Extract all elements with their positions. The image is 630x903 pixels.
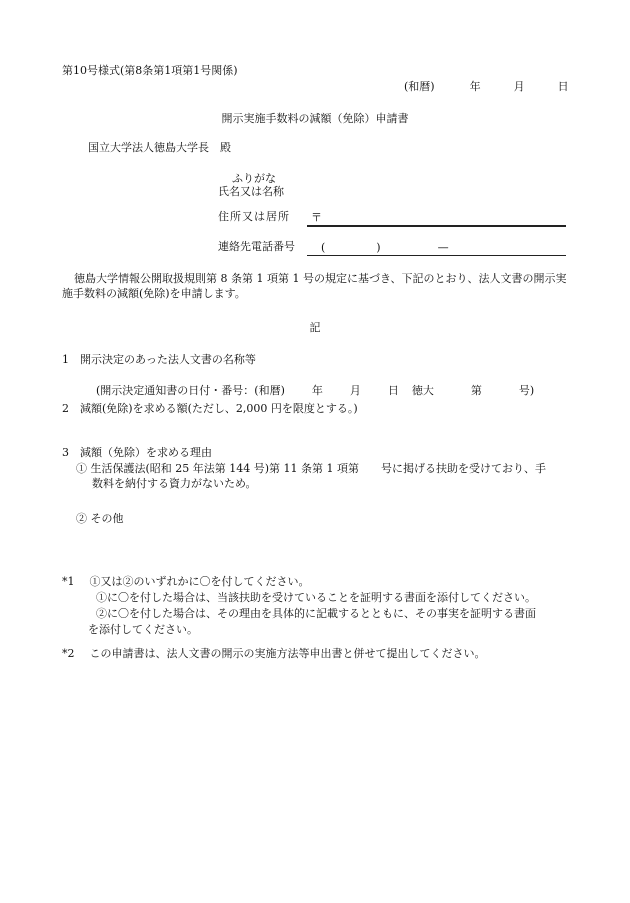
notice-month-label: 月 <box>349 384 361 397</box>
postal-mark: 〒 <box>311 211 322 224</box>
reason-1-line1: ① 生活保護法(昭和 25 年法第 144 号)第 11 条第 1 項第 号に掲げる扶助を受けており、手 <box>76 462 547 475</box>
note-1-b: ②に〇を付した場合は、その理由を具体的に記載するとともに、その事実を証明する書面 <box>96 607 536 620</box>
date-year-label: 年 <box>469 80 481 93</box>
phone-open-paren: ( <box>321 241 326 254</box>
reason-1 <box>76 462 570 492</box>
name-label: 氏名又は名称 <box>218 185 284 198</box>
item-2-heading: 2 減額(免除)を求める額(ただし、2,000 円を限度とする。) <box>62 402 358 415</box>
item-1-heading: 1 開示決定のあった法人文書の名称等 <box>62 353 256 366</box>
phone-label: 連絡先電話番号 <box>218 240 295 253</box>
address-field-line2[interactable] <box>307 226 566 227</box>
note-1-a: ①に〇を付した場合は、当該扶助を受けていることを証明する書面を添付してください。 <box>96 591 536 604</box>
document-title: 開示実施手数料の減額（免除）申請書 <box>221 112 409 125</box>
request-paragraph: 徳島大学情報公開取扱規則第 8 条第 1 項第 1 号の規定に基づき、下記のとおり、法人文書の開示実施手数料の減額(免除)を申請します。 <box>62 272 567 300</box>
item-1-notice-info <box>96 384 534 399</box>
addressee: 国立大学法人徳島大学長 殿 <box>88 141 231 154</box>
note-2-mark: *2 <box>62 647 75 660</box>
note-2 <box>62 647 486 662</box>
notice-year-label: 年 <box>311 384 323 397</box>
phone-close-paren: ) <box>376 241 381 254</box>
address-label: 住所又は居所 <box>218 210 290 223</box>
item-3-heading: 3 減額（免除）を求める理由 <box>62 446 212 459</box>
notice-day-label: 日 <box>387 384 399 397</box>
phone-field[interactable] <box>307 241 566 256</box>
date-day-label: 日 <box>557 80 569 93</box>
reason-1-line2: 数料を納付する資力がないため。 <box>92 476 257 490</box>
notice-tokudai: 徳大 <box>411 384 434 397</box>
notice-dai: 第 <box>470 384 482 397</box>
furigana-label: ふりがな <box>232 172 276 185</box>
note-1-c: を添付してください。 <box>88 623 198 636</box>
form-number: 第10号様式(第8条第1項第1号関係) <box>62 64 238 77</box>
date-line <box>404 80 569 95</box>
ki-heading: 記 <box>309 321 321 334</box>
note-1-mark: *1 <box>62 575 75 588</box>
reason-2: ② その他 <box>76 512 124 525</box>
notice-go: 号) <box>518 384 535 397</box>
phone-dash: — <box>437 241 449 254</box>
note-1-heading <box>62 575 310 590</box>
address-field[interactable] <box>307 211 566 226</box>
notice-prefix: (開示決定通知書の日付・番号：(和暦) <box>96 384 285 397</box>
note-2-text: この申請書は、法人文書の開示の実施方法等申出書と併せて提出してください。 <box>89 647 486 660</box>
date-month-label: 月 <box>513 80 525 93</box>
date-era: (和暦) <box>404 80 435 93</box>
note-1-text: ①又は②のいずれかに〇を付してください。 <box>89 575 310 588</box>
